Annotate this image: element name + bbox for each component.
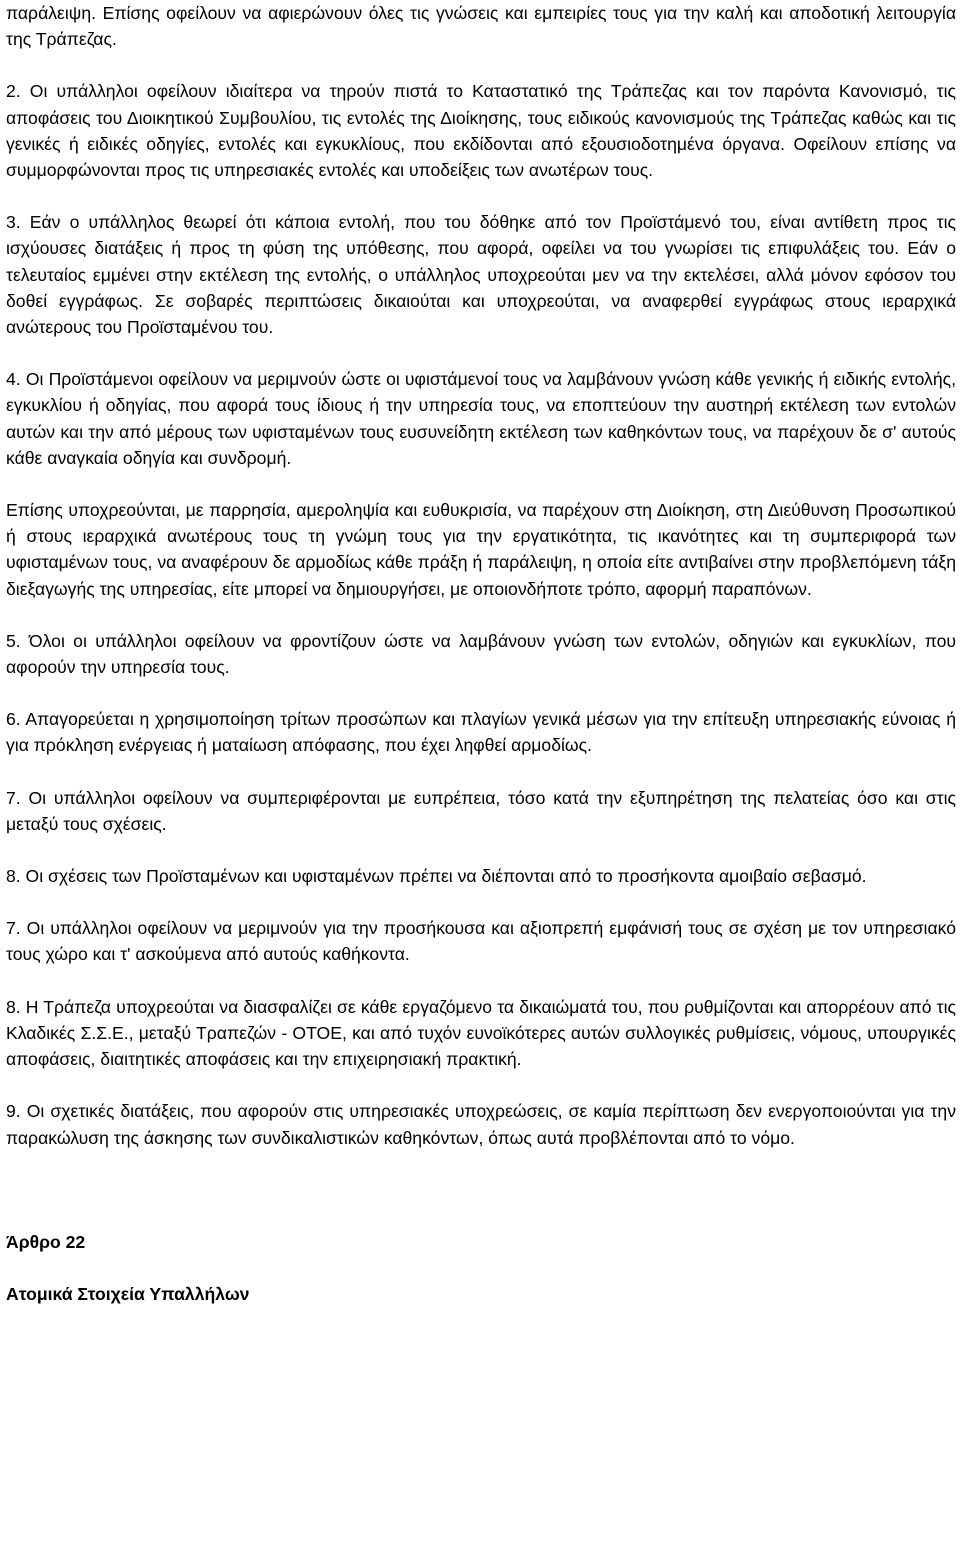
- paragraph-gap: [6, 1072, 956, 1098]
- paragraph-item-2: 2. Οι υπάλληλοι οφείλουν ιδιαίτερα να τηρούν πιστά το Καταστατικό της Τράπεζας και τον παρόντα Κανονισμό, τις αποφάσεις του Διοικητικού Συμβουλίου, τις εντολές της Διοίκησης, τους ειδικούς κανονισμούς της Τράπεζας καθώς και τις γενικές ή ειδικές οδηγίες, εντολές και εγκυκλίους, που εκδίδονται από εξουσιοδοτημένα όργανα. Οφείλουν επίσης να συμμορφώνονται προς τις υπηρεσιακές εντολές και υποδείξεις των ανωτέρων τους.: [6, 81, 956, 181]
- paragraph-item-7b: 7. Οι υπάλληλοι οφείλουν να μεριμνούν για την προσήκουσα και αξιοπρεπή εμφάνισή τους σε σχέση με τον υπηρεσιακό τους χώρο και τ' ασκούμενα από αυτούς καθήκοντα.: [6, 918, 956, 965]
- paragraph-item-5: 5. Όλοι οι υπάλληλοι οφείλουν να φροντίζουν ώστε να λαμβάνουν γνώση των εντολών, οδηγιών και εγκυκλίων, που αφορούν την υπηρεσία τους.: [6, 630, 956, 678]
- document-page: [6, 0, 956, 1307]
- paragraph-item-8a: 8. Οι σχέσεις των Προϊσταμένων και υφισταμένων πρέπει να διέπονται από το προσήκοντα αμοιβαίο σεβασμό.: [6, 866, 867, 887]
- paragraph-gap: [6, 680, 956, 706]
- paragraph-item-9: 9. Οι σχετικές διατάξεις, που αφορούν στις υπηρεσιακές υποχρεώσεις, σε καμία περίπτωση δεν ενεργοποιούνται για την παρακώλυση της άσκησης των συνδικαλιστικών καθηκόντων, όπως αυτά προβλέπονται από το νόμο.: [6, 1101, 956, 1148]
- paragraph-intro-continuation: παράλειψη. Επίσης οφείλουν να αφιερώνουν όλες τις γνώσεις και εμπειρίες τους για την καλή και αποδοτική λειτουργία της Τράπεζας.: [6, 3, 956, 50]
- paragraph-gap: [6, 1203, 956, 1229]
- paragraph-gap: [6, 968, 956, 994]
- paragraph-item-3: 3. Εάν ο υπάλληλος θεωρεί ότι κάποια εντολή, που του δόθηκε από τον Προϊστάμενό του, είναι αντίθετη προς τις ισχύουσες διατάξεις ή προς τη φύση της υπόθεσης, που αφορά, οφείλει να του γνωρίσει τις επιφυλάξεις του. Εάν ο τελευταίος εμμένει στην εκτέλεση της εντολής, ο υπάλληλος υποχρεούται μεν να την εκτελέσει, αλλά μόνον εφόσον του δοθεί εγγράφως. Σε σοβαρές περιπτώσεις δικαιούται και υποχρεούται, να αναφερθεί εγγράφως στους ιεραρχικά ανώτερους του Προϊσταμένου του.: [6, 212, 956, 338]
- paragraph-gap: [6, 602, 956, 628]
- paragraph-item-8b: 8. Η Τράπεζα υποχρεούται να διασφαλίζει σε κάθε εργαζόμενο τα δικαιώματά του, που ρυθμίζονται και απορρέουν από τις Κλαδικές Σ.Σ.Ε., μεταξύ Τραπεζών - ΟΤΟΕ, και από τυχόν ευνοϊκότερες αυτών συλλογικές ρυθμίσεις, νόμους, υπουργικές αποφάσεις, διαιτητικές αποφάσεις και την επιχειρησιακή πρακτική.: [6, 996, 956, 1070]
- paragraph-item-4-continued: Επίσης υποχρεούνται, με παρρησία, αμεροληψία και ευθυκρισία, να παρέχουν στη Διοίκηση, στη Διεύθυνση Προσωπικού ή στους ιεραρχικά ανωτέρους τους τη γνώμη τους για την εργατικότητα, τις ικανότητες και τη συμπεριφορά των υφισταμένων τους, να αναφέρουν δε αρμοδίως κάθε πράξη ή παράλειψη, η οποία είτε αντιβαίνει στην προβλεπόμενη τάξη διεξαγωγής της υπηρεσίας, είτε μπορεί να δημιουργήσει, με οποιονδήποτε τρόπο, αφορμή παραπόνων.: [6, 500, 956, 599]
- paragraph-item-4: 4. Οι Προϊστάμενοι οφείλουν να μεριμνούν ώστε οι υφιστάμενοί τους να λαμβάνουν γνώση κάθε γενικής ή ειδικής εντολής, εγκυκλίου ή οδηγίας, που αφορά τους ίδιους ή την υπηρεσία τους, να εποπτεύουν την αυστηρή εκτέλεση των εντολών αυτών και την από μέρους των υφισταμένων τους ευσυνείδητη εκτέλεση των καθηκόντων τους, να παρέχουν δε σ' αυτούς κάθε αναγκαία οδηγία και συνδρομή.: [6, 369, 956, 468]
- paragraph-item-6: 6. Απαγορεύεται η χρησιμοποίηση τρίτων προσώπων και πλαγίων γενικά μέσων για την επίτευξη υπηρεσιακής εύνοιας ή για πρόκληση ενέργειας ή ματαίωση απόφασης, που έχει ληφθεί αρμοδίως.: [6, 709, 956, 756]
- paragraph-gap: [6, 52, 956, 78]
- paragraph-gap: [6, 1255, 956, 1281]
- paragraph-gap: [6, 889, 956, 915]
- paragraph-gap: [6, 1151, 956, 1177]
- paragraph-gap: [6, 759, 956, 785]
- article-heading: Άρθρο 22: [6, 1231, 86, 1252]
- paragraph-item-7a: 7. Οι υπάλληλοι οφείλουν να συμπεριφέρονται με ευπρέπεια, τόσο κατά την εξυπηρέτηση της πελατείας όσο και στις μεταξύ τους σχέσεις.: [6, 787, 956, 834]
- paragraph-gap: [6, 340, 956, 366]
- paragraph-gap: [6, 183, 956, 209]
- paragraph-gap: [6, 471, 956, 497]
- article-subtitle: Ατομικά Στοιχεία Υπαλλήλων: [6, 1283, 250, 1304]
- paragraph-gap: [6, 1177, 956, 1203]
- paragraph-gap: [6, 837, 956, 863]
